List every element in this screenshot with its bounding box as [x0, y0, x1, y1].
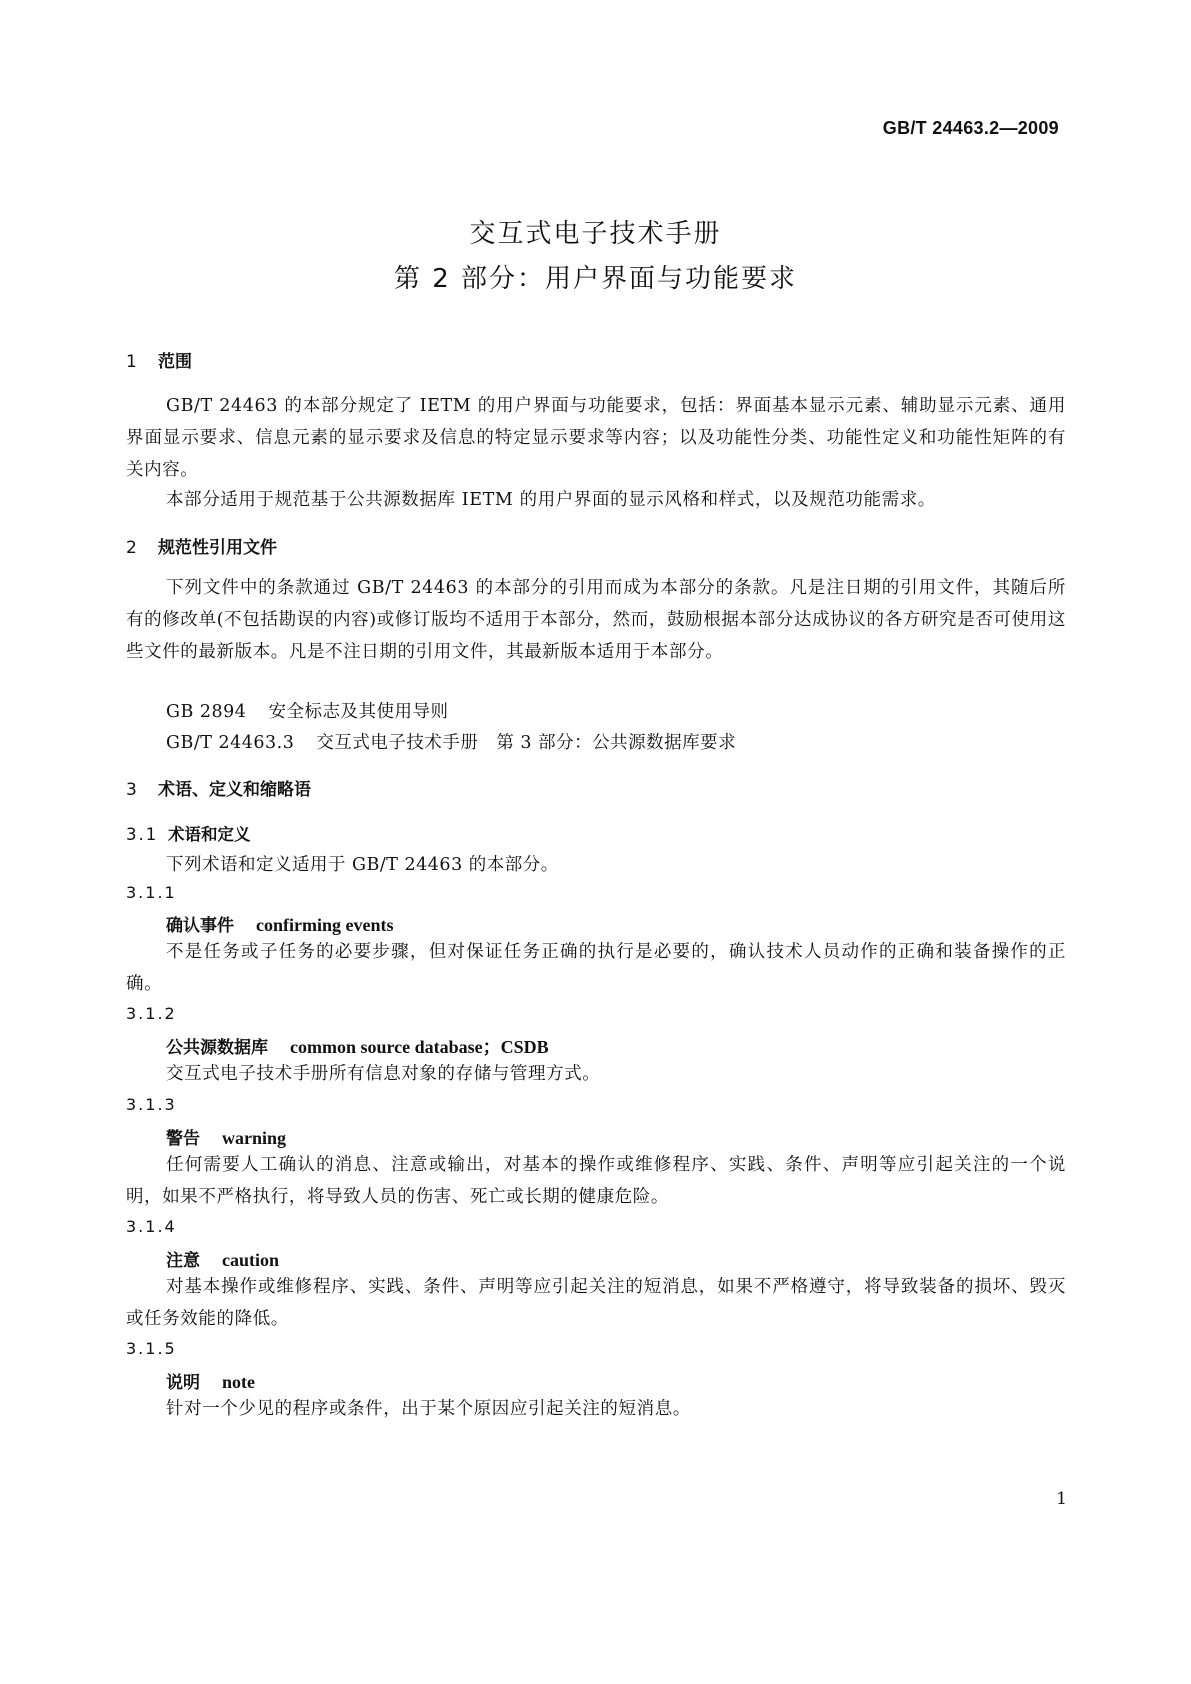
section-title: 范围 [158, 352, 192, 372]
reference-item [166, 729, 736, 754]
term-entry [166, 1368, 255, 1393]
term-zh: 说明 [166, 1373, 200, 1393]
document-title: 交互式电子技术手册 [469, 219, 722, 249]
reference-item [166, 698, 448, 723]
term-en: warning [222, 1128, 287, 1148]
reference-title: 交互式电子技术手册 第 3 部分：公共源数据库要求 [316, 733, 737, 753]
term-number: 3.1.5 [126, 1339, 177, 1358]
term-definition: 针对一个少见的程序或条件，出于某个原因应引起关注的短消息。 [166, 1399, 691, 1419]
paragraph: GB/T 24463 的本部分规定了 IETM 的用户界面与功能要求，包括：界面基本显示元素、辅助显示元素、通用界面显示要求、信息元素的显示要求及信息的特定显示要求等内容；以及功能性分类、功能性定义和功能性矩阵的有关内容。 [126, 396, 1066, 480]
term-en: caution [222, 1250, 280, 1270]
term-entry [166, 1033, 549, 1059]
term-definition: 交互式电子技术手册所有信息对象的存储与管理方式。 [166, 1064, 601, 1084]
subsection-number: 3.1 [126, 825, 159, 844]
term-number: 3.1.1 [126, 883, 177, 902]
paragraph: 本部分适用于规范基于公共源数据库 IETM 的用户界面的显示风格和样式，以及规范功能需求。 [166, 490, 936, 510]
section-heading-terms [126, 775, 311, 800]
term-zh: 警告 [166, 1129, 200, 1149]
term-entry [166, 1124, 286, 1149]
term-entry [166, 911, 393, 936]
paragraph: 下列文件中的条款通过 GB/T 24463 的本部分的引用而成为本部分的条款。凡是注日期的引用文件，其随后所有的修改单(不包括勘误的内容)或修订版均不适用于本部分，然而，鼓励根据本部分达成协议的各方研究是否可使用这些文件的最新版本。凡是不注日期的引用文件，其最新版本适用于本部分。 [126, 578, 1066, 662]
section-number: 3 [126, 780, 137, 800]
reference-code: GB/T 24463.3 [166, 733, 295, 753]
term-en: confirming events [256, 915, 394, 935]
term-en: common source database；CSDB [290, 1037, 549, 1057]
term-en: note [222, 1372, 255, 1392]
term-definition: 不是任务或子任务的必要步骤，但对保证任务正确的执行是必要的，确认技术人员动作的正确和装备操作的正确。 [126, 942, 1066, 994]
term-zh: 公共源数据库 [166, 1038, 268, 1058]
section-title: 术语、定义和缩略语 [158, 780, 311, 800]
term-number: 3.1.3 [126, 1095, 177, 1114]
reference-code: GB 2894 [166, 702, 247, 722]
term-number: 3.1.2 [126, 1004, 177, 1023]
term-number: 3.1.4 [126, 1217, 177, 1236]
term-definition: 任何需要人工确认的消息、注意或输出，对基本的操作或维修程序、实践、条件、声明等应引起关注的一个说明，如果不严格执行，将导致人员的伤害、死亡或长期的健康危险。 [126, 1155, 1066, 1207]
section-heading-normative-references [126, 533, 277, 558]
term-entry [166, 1246, 279, 1271]
reference-title: 安全标志及其使用导则 [268, 702, 449, 722]
subsection-intro: 下列术语和定义适用于 GB/T 24463 的本部分。 [166, 855, 559, 875]
term-definition: 对基本操作或维修程序、实践、条件、声明等应引起关注的短消息，如果不严格遵守，将导致装备的损坏、毁灭或任务效能的降低。 [126, 1277, 1066, 1329]
term-zh: 注意 [166, 1251, 200, 1271]
subsection-heading [126, 821, 251, 845]
term-zh: 确认事件 [166, 916, 234, 936]
subsection-title: 术语和定义 [168, 825, 251, 844]
standard-code: GB/T 24463.2—2009 [882, 118, 1059, 138]
page-number: 1 [1056, 1489, 1067, 1509]
section-heading-scope [126, 347, 192, 372]
section-number: 2 [126, 538, 137, 558]
section-title: 规范性引用文件 [158, 538, 277, 558]
document-subtitle: 第 2 部分：用户界面与功能要求 [393, 264, 798, 294]
section-number: 1 [126, 352, 137, 372]
